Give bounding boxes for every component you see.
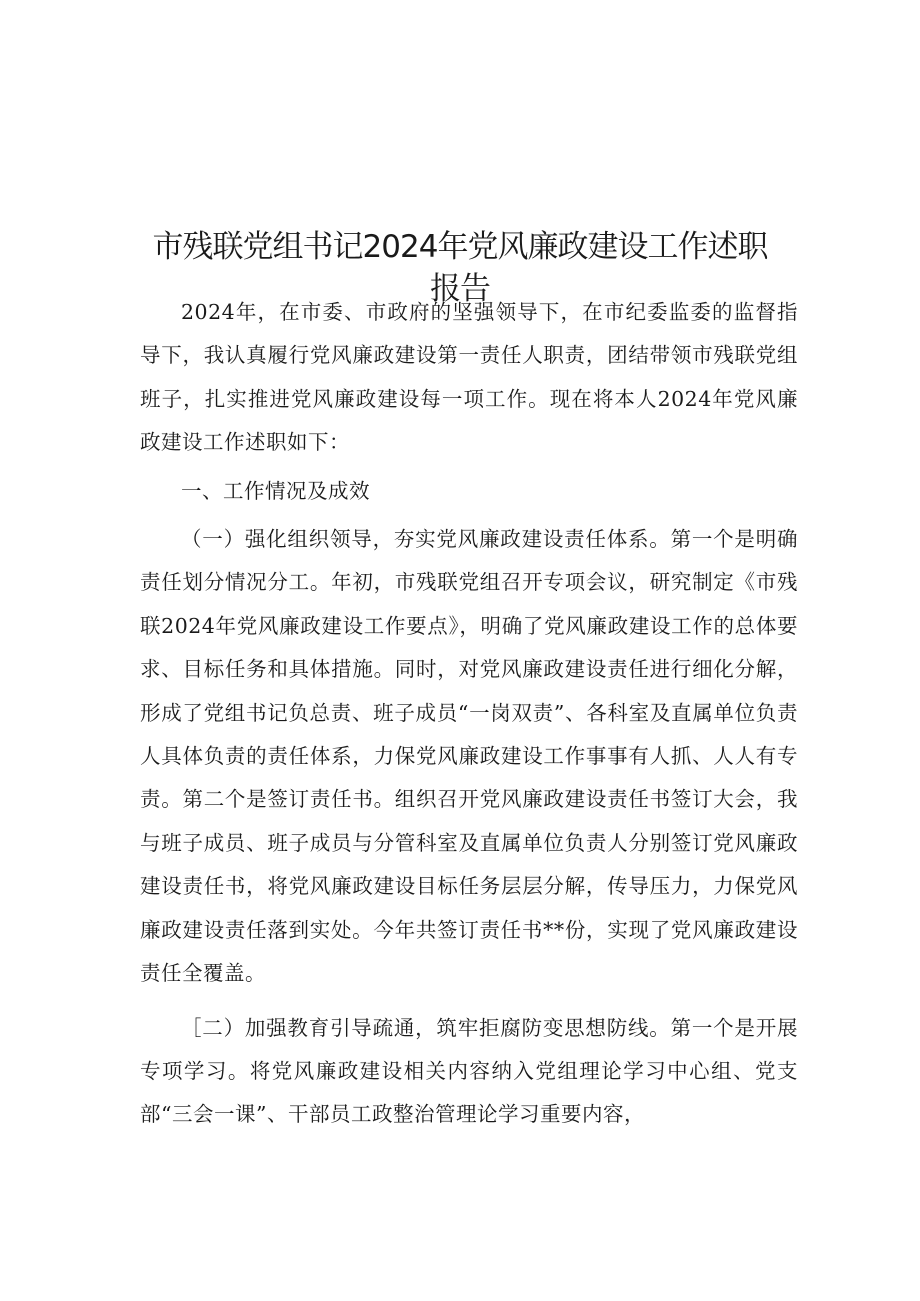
section-heading: 一、工作情况及成效 [181,478,370,503]
intro-paragraph: 2024年，在市委、市政府的坚强领导下，在市纪委监委的监督指导下，我认真履行党风廉政建设第一责任人职责，团结带领市残联党组班子，扎实推进党风廉政建设每一项工作。现在将本人2024年党风廉政建设工作述职如下： [140,300,798,455]
subsection-1-paragraph: （一）强化组织领导，夯实党风廉政建设责任体系。第一个是明确责任划分情况分工。年初，市残联党组召开专项会议，研究制定《市残联2024年党风廉政建设工作要点》，明确了党风廉政建设工作的总体要求、目标任务和具体措施。同时，对党风廉政建设责任进行细化分解，形成了党组书记负总责、班子成员“一岗双责”、各科室及直属单位负责人具体负责的责任体系，力保党风廉政建设工作事事有人抓、人人有专责。第二个是签订责任书。组织召开党风廉政建设责任书签订大会，我与班子成员、班子成员与分管科室及直属单位负责人分别签订党风廉政建设责任书，将党风廉政建设目标任务层层分解，传导压力，力保党风廉政建设责任落到实处。今年共签订责任书**份，实现了党风廉政建设责任全覆盖。 [140,527,798,986]
document-body [140,291,798,1137]
subsection-2-paragraph: ［二）加强教育引导疏通，筑牢拒腐防变思想防线。第一个是开展专项学习。将党风廉政建设相关内容纳入党组理论学习中心组、党支部“三会一课”、干部员工政整治管理论学习重要内容， [140,1015,798,1127]
title-line-2: 报告 [430,270,490,307]
title-line-1: 市残联党组书记2024年党风廉政建设工作述职 [152,228,768,265]
